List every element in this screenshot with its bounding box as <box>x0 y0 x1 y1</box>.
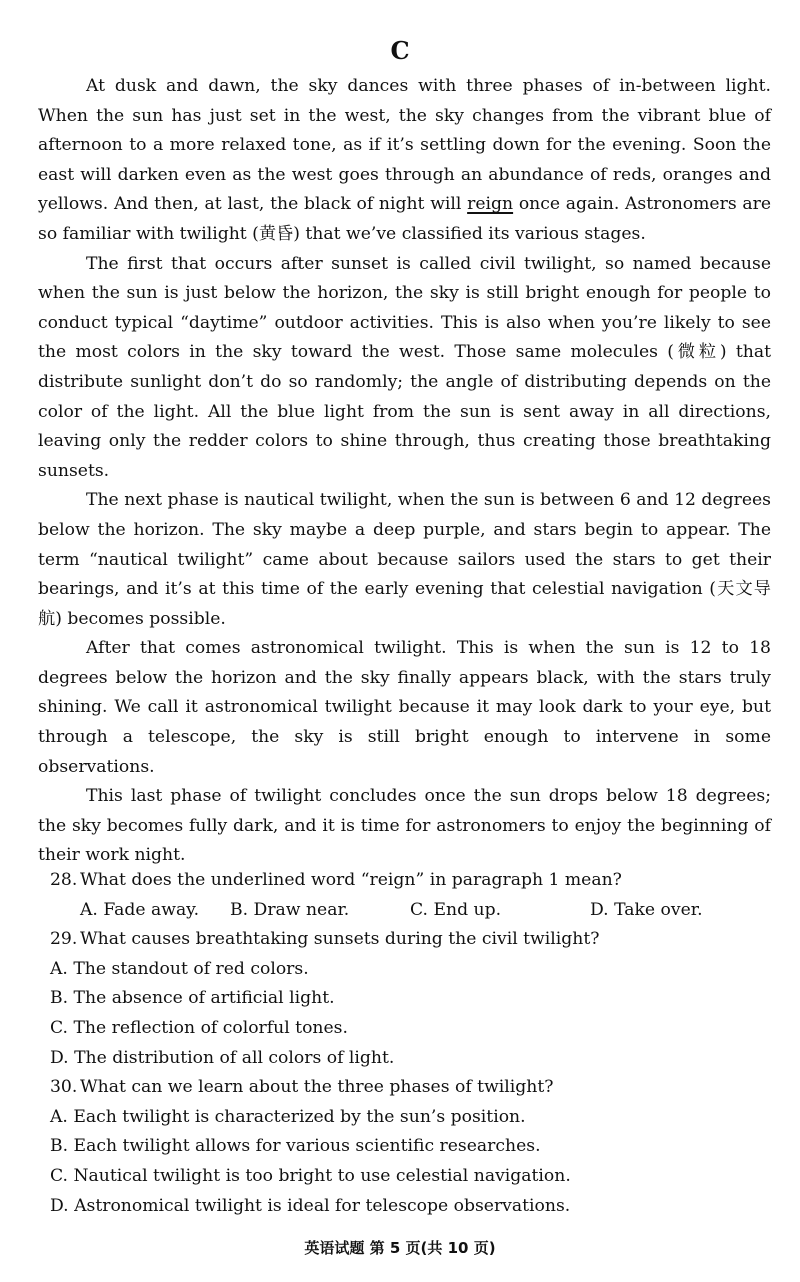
question-text: What causes breathtaking sunsets during the civil twilight? <box>80 929 600 950</box>
question-30 <box>50 1073 780 1221</box>
option-d: D. Astronomical twilight is ideal for telescope observations. <box>50 1195 571 1216</box>
question-number: 28. <box>50 870 78 890</box>
option-d: D. Take over. <box>590 899 703 920</box>
option-c: C. Nautical twilight is too bright to use celestial navigation. <box>50 1165 571 1186</box>
paragraph-1-text-before: At dusk and dawn, the sky dances with three phases of in-between light. When the sun has just set in the west, the sky changes from the vibrant blue of afternoon to a more relaxed tone, as if it’s settling down for the evening. Soon the east will darken even as the west goes through an abundance of reds, oranges and yellows. And then, at last, the black of night will <box>38 76 771 215</box>
option-a: A. The standout of red colors. <box>50 958 309 979</box>
option-d: D. The distribution of all colors of light. <box>50 1047 395 1068</box>
options-row <box>80 896 780 926</box>
reading-passage <box>38 72 771 871</box>
question-number: 29. <box>50 929 78 950</box>
question-text: What can we learn about the three phases of twilight? <box>80 1077 554 1098</box>
underlined-word-reign: reign <box>467 194 514 215</box>
option-b: B. Each twilight allows for various scientific researches. <box>50 1136 541 1157</box>
option-a: A. Each twilight is characterized by the sun’s position. <box>50 1106 526 1127</box>
question-29 <box>50 925 780 1073</box>
question-28 <box>50 866 780 925</box>
question-list <box>50 866 780 1221</box>
paragraph-1 <box>38 72 771 250</box>
paragraph-1-text-after: once again. Astronomers are so familiar with twilight (黄昏) that we’ve classified its various stages. <box>38 194 771 244</box>
paragraph-4: After that comes astronomical twilight. This is when the sun is 12 to 18 degrees below the horizon and the sky finally appears black, with the stars truly shining. We call it astronomical twilight because it may look dark to your eye, but through a telescope, the sky is still bright enough to intervene in some observations. <box>38 638 771 777</box>
option-b: B. The absence of artificial light. <box>50 988 335 1009</box>
paragraph-5: This last phase of twilight concludes once the sun drops below 18 degrees; the sky becomes fully dark, and it is time for astronomers to enjoy the beginning of their work night. <box>38 786 771 866</box>
option-a: A. Fade away. <box>80 899 200 920</box>
option-c: C. End up. <box>410 899 502 920</box>
page-footer: 英语试题 第 5 页(共 10 页) <box>304 1239 496 1257</box>
option-b: B. Draw near. <box>230 899 350 920</box>
question-text: What does the underlined word “reign” in paragraph 1 mean? <box>80 870 622 890</box>
section-title: C <box>390 36 410 65</box>
paragraph-2: The first that occurs after sunset is called civil twilight, so named because when the sun is just below the horizon, the sky is still bright enough for people to conduct typical “daytime” outdoor activities. This is also when you’re likely to see the most colors in the sky toward the west. Those same molecules (微粒) that distribute sunlight don’t do so randomly; the angle of distributing depends on the color of the light. All the blue light from the sun is sent away in all directions, leaving only the redder colors to shine through, thus creating those breathtaking sunsets. <box>38 253 771 481</box>
question-number: 30. <box>50 1077 78 1098</box>
paragraph-3: The next phase is nautical twilight, when the sun is between 6 and 12 degrees below the horizon. The sky maybe a deep purple, and stars begin to appear. The term “nautical twilight” came about because sailors used the stars to get their bearings, and it’s at this time of the early evening that celestial navigation (天文导航) becomes possible. <box>38 490 771 629</box>
option-c: C. The reflection of colorful tones. <box>50 1017 348 1038</box>
